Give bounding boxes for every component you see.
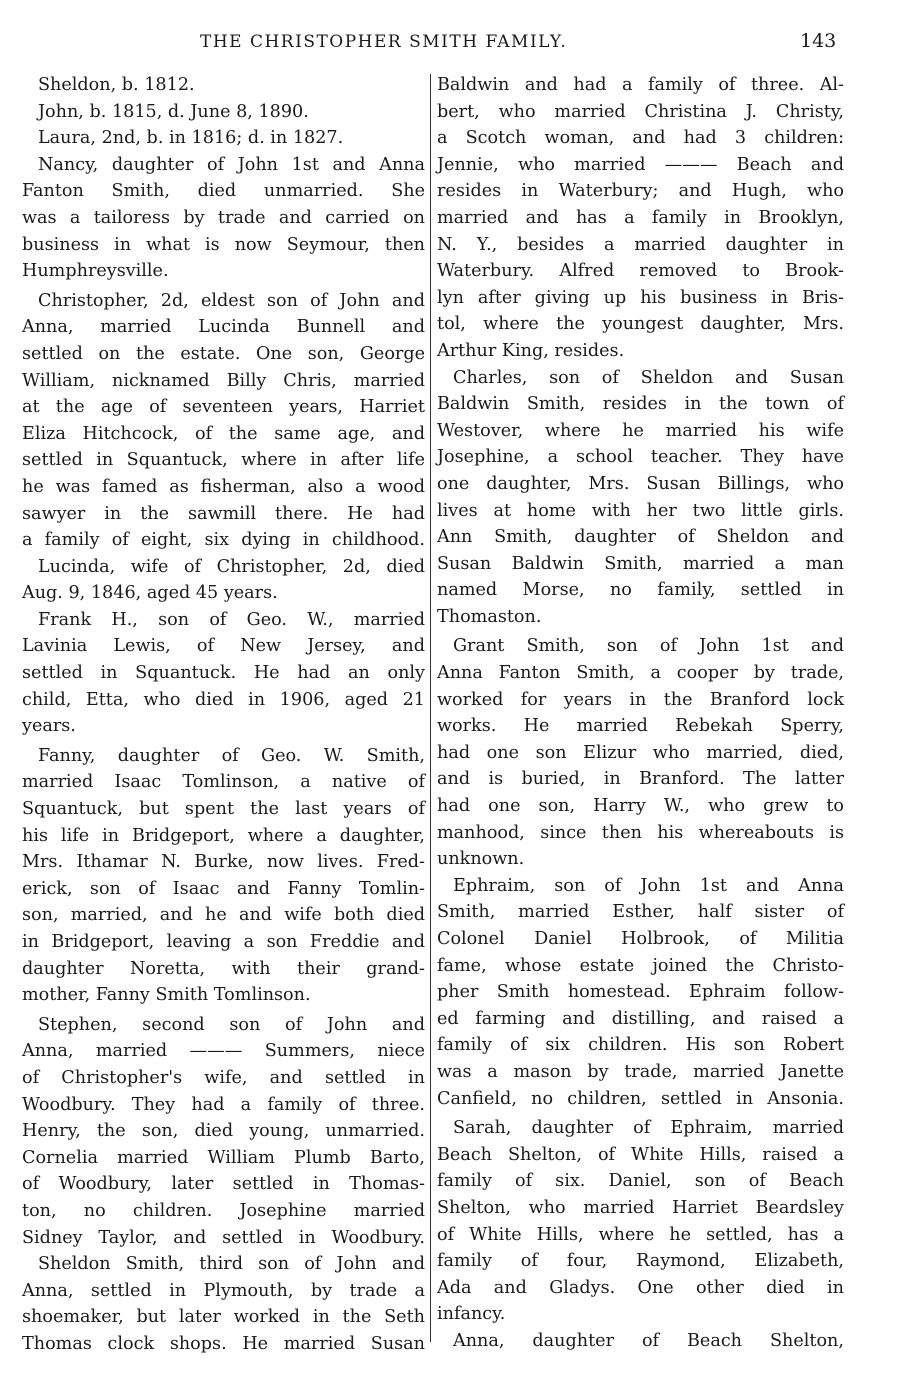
text-line: named Morse, no family, settled in <box>437 580 844 601</box>
text-line: Sarah, daughter of Ephraim, married <box>453 1118 844 1139</box>
text-line: Sidney Taylor, and settled in Woodbury. <box>22 1227 425 1248</box>
text-line: Thomas clock shops. He married Susan <box>22 1333 425 1354</box>
text-line: and is buried, in Branford. The latter <box>437 769 844 790</box>
text-line: was a mason by trade, married Janette <box>437 1061 844 1082</box>
text-line: Sheldon, b. 1812. <box>38 75 195 95</box>
text-line: Fanton Smith, died unmarried. She <box>22 181 425 202</box>
text-line: lyn after giving up his business in Bris- <box>437 287 844 308</box>
text-line: shoemaker, but later worked in the Seth <box>22 1307 425 1328</box>
text-line: had one son Elizur who married, died, <box>437 742 844 763</box>
text-line: Sheldon Smith, third son of John and <box>38 1254 425 1275</box>
right-text-column <box>437 72 844 1355</box>
text-line: settled on the estate. One son, George <box>22 343 425 364</box>
text-line: N. Y., besides a married daughter in <box>437 234 844 255</box>
text-line: Lavinia Lewis, of New Jersey, and <box>22 636 425 657</box>
text-line: Anna, married Lucinda Bunnell and <box>22 317 425 338</box>
text-line: ed farming and distilling, and raised a <box>437 1008 844 1029</box>
text-line: fame, whose estate joined the Christo- <box>437 955 844 976</box>
text-line: Anna Fanton Smith, a cooper by trade, <box>437 663 844 684</box>
text-line: Anna, settled in Plymouth, by trade a <box>22 1280 425 1301</box>
text-line: business in what is now Seymour, then <box>22 234 425 255</box>
text-line: Baldwin Smith, resides in the town of <box>437 394 844 415</box>
text-line: family of four, Raymond, Elizabeth, <box>437 1251 844 1272</box>
text-line: Henry, the son, died young, unmarried. <box>22 1121 425 1142</box>
running-title: THE CHRISTOPHER SMITH FAMILY. <box>200 32 568 52</box>
text-line: Thomaston. <box>437 606 542 627</box>
text-line: worked for years in the Branford lock <box>437 689 844 710</box>
text-line: William, nicknamed Billy Chris, married <box>22 370 425 391</box>
text-line: at the age of seventeen years, Harriet <box>22 397 425 418</box>
text-line: Laura, 2nd, b. in 1816; d. in 1827. <box>38 128 344 149</box>
text-line: Eliza Hitchcock, of the same age, and <box>22 423 425 444</box>
text-line: Stephen, second son of John and <box>38 1014 425 1035</box>
text-line: Shelton, who married Harriet Beardsley <box>437 1197 844 1218</box>
text-line: Susan Baldwin Smith, married a man <box>437 553 844 574</box>
running-header <box>0 32 900 60</box>
left-text-column <box>22 72 425 1358</box>
text-line: Anna, daughter of Beach Shelton, <box>453 1330 844 1351</box>
text-line: Josephine, a school teacher. They have <box>437 447 844 468</box>
text-line: of White Hills, where he settled, has a <box>437 1224 844 1245</box>
text-line: his life in Bridgeport, where a daughter, <box>22 825 425 846</box>
text-line: erick, son of Isaac and Fanny Tomlin- <box>22 878 425 899</box>
text-line: Baldwin and had a family of three. Al- <box>437 75 844 95</box>
text-line: unknown. <box>437 849 525 870</box>
text-line: Humphreysville. <box>22 261 169 282</box>
text-line: of Woodbury, later settled in Thomas- <box>22 1174 425 1195</box>
text-line: he was famed as fisherman, also a wood <box>22 476 425 497</box>
text-line: Squantuck, but spent the last years of <box>22 799 425 820</box>
text-line: of Christopher's wife, and settled in <box>22 1067 425 1088</box>
text-line: years. <box>22 716 76 737</box>
text-line: Jennie, who married ——— Beach and <box>437 154 844 175</box>
text-line: resides in Waterbury; and Hugh, who <box>437 181 844 202</box>
text-line: a family of eight, six dying in childhood. <box>22 530 425 551</box>
text-line: settled in Squantuck, where in after life <box>22 450 425 471</box>
text-line: Lucinda, wife of Christopher, 2d, died <box>38 556 425 577</box>
text-line: manhood, since then his whereabouts is <box>437 822 844 843</box>
text-line: a Scotch woman, and had 3 children: <box>437 128 844 149</box>
page-number: 143 <box>800 30 837 52</box>
text-line: Beach Shelton, of White Hills, raised a <box>437 1144 844 1165</box>
text-line: family of six. Daniel, son of Beach <box>437 1171 844 1192</box>
text-line: Colonel Daniel Holbrook, of Militia <box>437 929 844 949</box>
text-line: sawyer in the sawmill there. He had <box>22 503 425 524</box>
text-line: Frank H., son of Geo. W., married <box>38 609 425 630</box>
text-line: Westover, where he married his wife <box>437 420 844 441</box>
text-line: John, b. 1815, d. June 8, 1890. <box>38 101 309 122</box>
text-line: daughter Noretta, with their grand- <box>22 958 425 979</box>
text-line: Mrs. Ithamar N. Burke, now lives. Fred- <box>22 852 425 873</box>
text-line: son, married, and he and wife both died <box>22 905 425 926</box>
text-line: ton, no children. Josephine married <box>22 1200 425 1221</box>
text-line: Ephraim, son of John 1st and Anna <box>453 875 844 896</box>
text-line: bert, who married Christina J. Christy, <box>437 101 844 122</box>
text-line: one daughter, Mrs. Susan Billings, who <box>437 473 844 494</box>
text-line: family of six children. His son Robert <box>437 1035 844 1056</box>
text-line: Ada and Gladys. One other died in <box>437 1277 844 1298</box>
text-line: in Bridgeport, leaving a son Freddie and <box>22 932 425 952</box>
text-line: Waterbury. Alfred removed to Brook- <box>437 261 844 282</box>
text-line: pher Smith homestead. Ephraim follow- <box>437 982 844 1003</box>
text-line: Smith, married Esther, half sister of <box>437 902 844 923</box>
text-line: married and has a family in Brooklyn, <box>437 207 844 228</box>
text-line: child, Etta, who died in 1906, aged 21 <box>22 689 425 710</box>
text-line: mother, Fanny Smith Tomlinson. <box>22 985 311 1006</box>
text-line: infancy. <box>437 1304 506 1325</box>
text-line: Nancy, daughter of John 1st and Anna <box>38 154 425 175</box>
text-line: Anna, married ——— Summers, niece <box>22 1041 425 1062</box>
text-line: settled in Squantuck. He had an only <box>22 663 425 684</box>
text-line: had one son, Harry W., who grew to <box>437 796 844 817</box>
text-line: lives at home with her two little girls. <box>437 500 844 521</box>
text-line: Fanny, daughter of Geo. W. Smith, <box>38 745 425 766</box>
text-line: Woodbury. They had a family of three. <box>22 1094 425 1115</box>
text-line: Grant Smith, son of John 1st and <box>453 636 844 657</box>
text-line: Ann Smith, daughter of Sheldon and <box>437 527 844 548</box>
text-line: Cornelia married William Plumb Barto, <box>22 1147 425 1168</box>
column-divider <box>430 74 431 1342</box>
text-line: Aug. 9, 1846, aged 45 years. <box>22 583 278 604</box>
text-line: Canfield, no children, settled in Ansonia. <box>437 1088 844 1109</box>
text-line: works. He married Rebekah Sperry, <box>437 716 844 737</box>
text-line: tol, where the youngest daughter, Mrs. <box>437 314 844 335</box>
text-line: Arthur King, resides. <box>437 340 625 361</box>
text-line: married Isaac Tomlinson, a native of <box>22 772 425 793</box>
text-line: was a tailoress by trade and carried on <box>22 207 425 228</box>
text-line: Christopher, 2d, eldest son of John and <box>38 290 425 311</box>
text-line: Charles, son of Sheldon and Susan <box>453 367 844 388</box>
